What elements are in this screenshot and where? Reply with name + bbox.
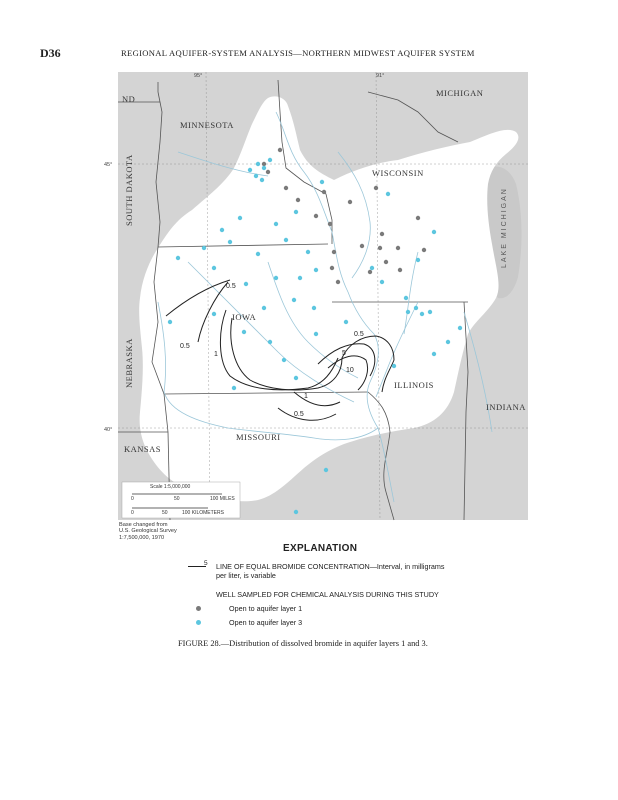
well-layer1 (416, 216, 420, 220)
contour-label: 0.5 (294, 411, 304, 418)
well-layer3 (176, 256, 180, 260)
contour-label: 0.5 (180, 343, 190, 350)
well-layer3 (294, 376, 298, 380)
well-layer3 (294, 510, 298, 514)
base-note-line: Base changed from (119, 522, 168, 528)
well-layer3 (420, 312, 424, 316)
well-layer1 (422, 248, 426, 252)
running-title: REGIONAL AQUIFER-SYSTEM ANALYSIS—NORTHERN MIDWEST AQUIFER SYSTEM (121, 48, 475, 58)
contour-line-description: LINE OF EQUAL BROMIDE CONCENTRATION—Interval, in milligrams per liter, is variable (216, 562, 445, 580)
contour-label: 1 (214, 351, 218, 358)
state-label-south-dakota: SOUTH DAKOTA (124, 154, 134, 226)
well-layer1 (296, 198, 300, 202)
scale-miles-0: 0 (131, 496, 134, 502)
well-layer3 (320, 180, 324, 184)
well-layer1 (396, 246, 400, 250)
layer3-dot-icon (196, 620, 201, 625)
well-layer3 (306, 250, 310, 254)
base-map-note (119, 522, 177, 541)
well-layer1 (262, 162, 266, 166)
well-layer3 (282, 358, 286, 362)
well-layer3 (370, 266, 374, 270)
well-layer3 (268, 158, 272, 162)
well-layer1 (322, 190, 326, 194)
scale-km-100: 100 KILOMETERS (182, 510, 224, 516)
contour-label: 0.5 (354, 331, 364, 338)
well-layer3 (416, 258, 420, 262)
well-layer3 (446, 340, 450, 344)
state-label-iowa: IOWA (232, 312, 257, 322)
well-layer3 (284, 238, 288, 242)
well-layer3 (432, 230, 436, 234)
well-layer3 (212, 312, 216, 316)
scale-miles-50: 50 (174, 496, 180, 502)
bromide-map (104, 72, 528, 520)
well-layer3 (220, 228, 224, 232)
scale-km-0: 0 (131, 510, 134, 516)
well-layer1 (348, 200, 352, 204)
well-layer3 (344, 320, 348, 324)
well-layer1 (378, 246, 382, 250)
well-layer3 (248, 168, 252, 172)
well-layer1 (278, 148, 282, 152)
well-layer3 (232, 386, 236, 390)
well-layer1 (374, 186, 378, 190)
state-label-michigan: MICHIGAN (436, 88, 484, 98)
well-layer3 (212, 266, 216, 270)
well-layer1 (332, 250, 336, 254)
well-layer3 (406, 310, 410, 314)
contour-label: 1 (304, 393, 308, 400)
scale-title: Scale 1:5,000,000 (150, 484, 191, 490)
state-label-nd: ND (122, 94, 136, 104)
state-label-kansas: KANSAS (124, 444, 162, 454)
layer3-label: Open to aquifer layer 3 (229, 618, 303, 627)
figure-caption: FIGURE 28.—Distribution of dissolved bromide in aquifer layers 1 and 3. (178, 639, 428, 648)
well-layer3 (256, 252, 260, 256)
well-layer3 (168, 320, 172, 324)
contour-line-value: 5 (204, 560, 208, 567)
well-layer3 (404, 296, 408, 300)
contour-label: 10 (346, 367, 354, 374)
well-layer3 (314, 332, 318, 336)
well-layer3 (428, 310, 432, 314)
well-layer3 (262, 306, 266, 310)
well-layer3 (324, 468, 328, 472)
contour-label: 0.5 (226, 283, 236, 290)
well-layer1 (384, 260, 388, 264)
explanation-title: EXPLANATION (283, 543, 358, 554)
contour-label: 5 (342, 350, 346, 357)
well-layer3 (292, 298, 296, 302)
well-layer1 (336, 280, 340, 284)
longitude-label: 91° (376, 73, 385, 79)
scale-miles-100: 100 MILES (210, 496, 235, 502)
scale-bar (122, 482, 240, 518)
well-layer3 (260, 178, 264, 182)
well-layer1 (380, 232, 384, 236)
well-layer1 (328, 222, 332, 226)
state-label-minnesota: MINNESOTA (180, 120, 234, 130)
well-layer3 (228, 240, 232, 244)
well-layer3 (386, 192, 390, 196)
well-layer1 (314, 214, 318, 218)
well-layer1 (398, 268, 402, 272)
state-label-wisconsin: WISCONSIN (372, 168, 424, 178)
state-label-missouri: MISSOURI (236, 432, 281, 442)
state-label-illinois: ILLINOIS (394, 380, 434, 390)
well-layer3 (458, 326, 462, 330)
well-layer3 (312, 306, 316, 310)
base-note-line: 1:7,500,000, 1970 (119, 534, 165, 541)
state-label-indiana: INDIANA (486, 402, 526, 412)
well-layer3 (238, 216, 242, 220)
well-layer3 (314, 268, 318, 272)
well-layer3 (432, 352, 436, 356)
well-layer1 (330, 266, 334, 270)
well-layer3 (380, 280, 384, 284)
well-layer3 (262, 166, 266, 170)
well-layer3 (274, 276, 278, 280)
state-label-nebraska: NEBRASKA (124, 338, 134, 388)
well-layer3 (242, 330, 246, 334)
well-layer3 (268, 340, 272, 344)
well-layer1 (368, 270, 372, 274)
base-note-line: U.S. Geological Survey (119, 528, 177, 535)
latitude-label: 40° (104, 427, 113, 433)
well-layer3 (392, 364, 396, 368)
well-layer3 (254, 174, 258, 178)
well-layer3 (298, 276, 302, 280)
well-layer3 (414, 306, 418, 310)
well-layer1 (284, 186, 288, 190)
longitude-label: 95° (194, 73, 203, 79)
layer1-dot-icon (196, 606, 201, 611)
well-layer3 (274, 222, 278, 226)
well-layer3 (202, 246, 206, 250)
layer1-label: Open to aquifer layer 1 (229, 604, 303, 613)
latitude-label: 45° (104, 162, 113, 168)
well-layer1 (266, 170, 270, 174)
well-layer1 (360, 244, 364, 248)
well-layer3 (294, 210, 298, 214)
state-label-lake-michigan: LAKE MICHIGAN (501, 187, 508, 268)
wells-heading: WELL SAMPLED FOR CHEMICAL ANALYSIS DURING THIS STUDY (216, 590, 439, 599)
page-number: D36 (40, 46, 61, 60)
well-layer3 (244, 282, 248, 286)
scale-km-50: 50 (162, 510, 168, 516)
well-layer3 (256, 162, 260, 166)
